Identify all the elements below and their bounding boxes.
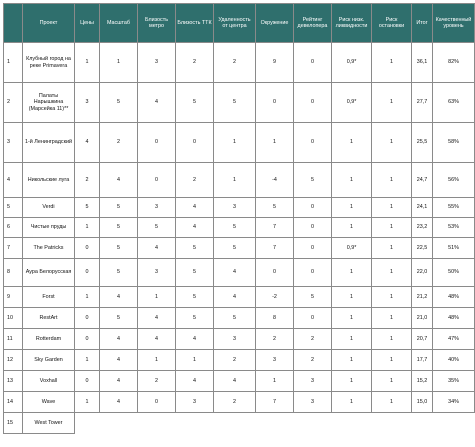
quality-cell: 40% bbox=[433, 350, 475, 371]
empty-cell bbox=[294, 413, 332, 434]
prices-cell: 1 bbox=[75, 350, 100, 371]
environment-cell: 1 bbox=[256, 123, 294, 163]
ttk-cell: 3 bbox=[176, 392, 214, 413]
project-cell: Verdi bbox=[23, 198, 75, 218]
quality-cell: 51% bbox=[433, 238, 475, 259]
table-body bbox=[4, 43, 475, 434]
index-cell: 6 bbox=[4, 218, 23, 238]
project-cell: Rotterdam bbox=[23, 329, 75, 350]
index-cell: 7 bbox=[4, 238, 23, 259]
center-cell: 2 bbox=[214, 392, 256, 413]
center-cell: 5 bbox=[214, 83, 256, 123]
metro-cell: 1 bbox=[138, 350, 176, 371]
environment-cell: 0 bbox=[256, 259, 294, 287]
stop-risk-cell: 1 bbox=[372, 198, 412, 218]
metro-cell: 0 bbox=[138, 123, 176, 163]
developer-cell: 5 bbox=[294, 287, 332, 308]
liquidity-risk-cell: 1 bbox=[332, 350, 372, 371]
table-row bbox=[4, 83, 475, 123]
table-row bbox=[4, 259, 475, 287]
stop-risk-cell: 1 bbox=[372, 238, 412, 259]
total-cell: 36,1 bbox=[412, 43, 433, 83]
metro-cell: 0 bbox=[138, 392, 176, 413]
stop-risk-cell: 1 bbox=[372, 371, 412, 392]
ttk-cell: 2 bbox=[176, 163, 214, 198]
developer-cell: 0 bbox=[294, 198, 332, 218]
column-header-index bbox=[4, 4, 23, 43]
index-cell: 9 bbox=[4, 287, 23, 308]
column-header-center: Удаленность от центра bbox=[214, 4, 256, 43]
quality-cell: 58% bbox=[433, 123, 475, 163]
metro-cell: 3 bbox=[138, 198, 176, 218]
total-cell: 15,0 bbox=[412, 392, 433, 413]
scale-cell: 4 bbox=[100, 287, 138, 308]
metro-cell: 2 bbox=[138, 371, 176, 392]
ttk-cell: 4 bbox=[176, 329, 214, 350]
scale-cell: 4 bbox=[100, 350, 138, 371]
liquidity-risk-cell: 1 bbox=[332, 123, 372, 163]
stop-risk-cell: 1 bbox=[372, 392, 412, 413]
table-row bbox=[4, 123, 475, 163]
total-cell: 24,1 bbox=[412, 198, 433, 218]
column-header-ttk: Близость ТТК bbox=[176, 4, 214, 43]
prices-cell: 1 bbox=[75, 392, 100, 413]
scale-cell: 5 bbox=[100, 238, 138, 259]
total-cell: 17,7 bbox=[412, 350, 433, 371]
scale-cell: 2 bbox=[100, 123, 138, 163]
prices-cell: 1 bbox=[75, 287, 100, 308]
table-row bbox=[4, 198, 475, 218]
index-cell: 3 bbox=[4, 123, 23, 163]
quality-cell: 35% bbox=[433, 371, 475, 392]
center-cell: 4 bbox=[214, 259, 256, 287]
empty-cell bbox=[332, 413, 372, 434]
liquidity-risk-cell: 1 bbox=[332, 392, 372, 413]
prices-cell: 1 bbox=[75, 218, 100, 238]
total-cell: 15,2 bbox=[412, 371, 433, 392]
index-cell: 14 bbox=[4, 392, 23, 413]
total-cell: 21,0 bbox=[412, 308, 433, 329]
quality-cell: 82% bbox=[433, 43, 475, 83]
total-cell: 27,7 bbox=[412, 83, 433, 123]
total-cell: 24,7 bbox=[412, 163, 433, 198]
empty-cell bbox=[100, 413, 138, 434]
ttk-cell: 5 bbox=[176, 83, 214, 123]
prices-cell: 0 bbox=[75, 371, 100, 392]
liquidity-risk-cell: 1 bbox=[332, 218, 372, 238]
environment-cell: -2 bbox=[256, 287, 294, 308]
prices-cell: 5 bbox=[75, 198, 100, 218]
center-cell: 2 bbox=[214, 43, 256, 83]
prices-cell: 3 bbox=[75, 83, 100, 123]
developer-cell: 3 bbox=[294, 392, 332, 413]
environment-cell: -4 bbox=[256, 163, 294, 198]
project-cell: Voxhall bbox=[23, 371, 75, 392]
center-cell: 2 bbox=[214, 350, 256, 371]
scale-cell: 5 bbox=[100, 83, 138, 123]
project-cell: Палаты Нарышкина (Марсейка 11)** bbox=[23, 83, 75, 123]
index-cell: 5 bbox=[4, 198, 23, 218]
stop-risk-cell: 1 bbox=[372, 329, 412, 350]
prices-cell: 1 bbox=[75, 43, 100, 83]
stop-risk-cell: 1 bbox=[372, 350, 412, 371]
developer-cell: 0 bbox=[294, 123, 332, 163]
index-cell: 2 bbox=[4, 83, 23, 123]
prices-cell: 0 bbox=[75, 329, 100, 350]
project-cell: 1-й Ленинградский bbox=[23, 123, 75, 163]
ttk-cell: 5 bbox=[176, 308, 214, 329]
index-cell: 4 bbox=[4, 163, 23, 198]
liquidity-risk-cell: 1 bbox=[332, 287, 372, 308]
scale-cell: 4 bbox=[100, 371, 138, 392]
environment-cell: 7 bbox=[256, 238, 294, 259]
index-cell: 10 bbox=[4, 308, 23, 329]
project-cell: Wave bbox=[23, 392, 75, 413]
quality-cell: 48% bbox=[433, 308, 475, 329]
center-cell: 5 bbox=[214, 218, 256, 238]
metro-cell: 4 bbox=[138, 308, 176, 329]
environment-cell: 5 bbox=[256, 198, 294, 218]
center-cell: 4 bbox=[214, 371, 256, 392]
total-cell: 22,0 bbox=[412, 259, 433, 287]
liquidity-risk-cell: 1 bbox=[332, 371, 372, 392]
ttk-cell: 5 bbox=[176, 238, 214, 259]
total-cell: 22,5 bbox=[412, 238, 433, 259]
prices-cell: 4 bbox=[75, 123, 100, 163]
project-cell: Клубный город на реке Primavera bbox=[23, 43, 75, 83]
developer-cell: 0 bbox=[294, 308, 332, 329]
developer-cell: 5 bbox=[294, 163, 332, 198]
developer-cell: 3 bbox=[294, 371, 332, 392]
developer-cell: 2 bbox=[294, 350, 332, 371]
stop-risk-cell: 1 bbox=[372, 259, 412, 287]
scale-cell: 5 bbox=[100, 259, 138, 287]
empty-cell bbox=[75, 413, 100, 434]
ttk-cell: 2 bbox=[176, 43, 214, 83]
developer-cell: 0 bbox=[294, 83, 332, 123]
table-row bbox=[4, 287, 475, 308]
liquidity-risk-cell: 1 bbox=[332, 329, 372, 350]
scale-cell: 5 bbox=[100, 218, 138, 238]
center-cell: 3 bbox=[214, 329, 256, 350]
center-cell: 5 bbox=[214, 238, 256, 259]
column-header-quality: Качественный уровень bbox=[433, 4, 475, 43]
project-cell: The Patricks bbox=[23, 238, 75, 259]
table-row bbox=[4, 350, 475, 371]
column-header-total: Итог bbox=[412, 4, 433, 43]
quality-cell: 63% bbox=[433, 83, 475, 123]
empty-cell bbox=[176, 413, 214, 434]
quality-cell: 34% bbox=[433, 392, 475, 413]
liquidity-risk-cell: 1 bbox=[332, 259, 372, 287]
table-row bbox=[4, 163, 475, 198]
ttk-cell: 5 bbox=[176, 287, 214, 308]
total-cell: 23,2 bbox=[412, 218, 433, 238]
table-row bbox=[4, 218, 475, 238]
center-cell: 1 bbox=[214, 123, 256, 163]
metro-cell: 4 bbox=[138, 329, 176, 350]
index-cell: 1 bbox=[4, 43, 23, 83]
center-cell: 4 bbox=[214, 287, 256, 308]
liquidity-risk-cell: 1 bbox=[332, 198, 372, 218]
liquidity-risk-cell: 0,9* bbox=[332, 83, 372, 123]
developer-cell: 0 bbox=[294, 259, 332, 287]
project-cell: Аура Белорусская bbox=[23, 259, 75, 287]
project-cell: Forst bbox=[23, 287, 75, 308]
column-header-liquidity-risk: Риск низк. ликвидности bbox=[332, 4, 372, 43]
environment-cell: 3 bbox=[256, 350, 294, 371]
empty-cell bbox=[433, 413, 475, 434]
stop-risk-cell: 1 bbox=[372, 123, 412, 163]
developer-cell: 2 bbox=[294, 329, 332, 350]
metro-cell: 0 bbox=[138, 163, 176, 198]
project-cell: RestArt bbox=[23, 308, 75, 329]
ttk-cell: 0 bbox=[176, 123, 214, 163]
scale-cell: 5 bbox=[100, 198, 138, 218]
stop-risk-cell: 1 bbox=[372, 163, 412, 198]
prices-cell: 0 bbox=[75, 259, 100, 287]
ttk-cell: 4 bbox=[176, 371, 214, 392]
developer-cell: 0 bbox=[294, 43, 332, 83]
environment-cell: 2 bbox=[256, 329, 294, 350]
developer-cell: 0 bbox=[294, 218, 332, 238]
index-cell: 13 bbox=[4, 371, 23, 392]
environment-cell: 7 bbox=[256, 392, 294, 413]
header-row bbox=[4, 4, 475, 43]
metro-cell: 3 bbox=[138, 43, 176, 83]
index-cell: 12 bbox=[4, 350, 23, 371]
column-header-stop-risk: Риск остановки bbox=[372, 4, 412, 43]
column-header-prices: Цены bbox=[75, 4, 100, 43]
empty-cell bbox=[372, 413, 412, 434]
column-header-metro: Близость метро bbox=[138, 4, 176, 43]
metro-cell: 3 bbox=[138, 259, 176, 287]
stop-risk-cell: 1 bbox=[372, 43, 412, 83]
quality-cell: 48% bbox=[433, 287, 475, 308]
ranking-table bbox=[3, 3, 475, 434]
ttk-cell: 5 bbox=[176, 259, 214, 287]
developer-cell: 0 bbox=[294, 238, 332, 259]
scale-cell: 4 bbox=[100, 329, 138, 350]
ttk-cell: 4 bbox=[176, 218, 214, 238]
stop-risk-cell: 1 bbox=[372, 308, 412, 329]
ttk-cell: 1 bbox=[176, 350, 214, 371]
total-cell: 20,7 bbox=[412, 329, 433, 350]
quality-cell: 55% bbox=[433, 198, 475, 218]
index-cell: 8 bbox=[4, 259, 23, 287]
environment-cell: 8 bbox=[256, 308, 294, 329]
table-row bbox=[4, 392, 475, 413]
project-cell: Никольские луга bbox=[23, 163, 75, 198]
table-row bbox=[4, 413, 475, 434]
ttk-cell: 4 bbox=[176, 198, 214, 218]
total-cell: 21,2 bbox=[412, 287, 433, 308]
liquidity-risk-cell: 1 bbox=[332, 163, 372, 198]
center-cell: 3 bbox=[214, 198, 256, 218]
empty-cell bbox=[138, 413, 176, 434]
stop-risk-cell: 1 bbox=[372, 83, 412, 123]
stop-risk-cell: 1 bbox=[372, 218, 412, 238]
prices-cell: 0 bbox=[75, 238, 100, 259]
environment-cell: 7 bbox=[256, 218, 294, 238]
table-row bbox=[4, 371, 475, 392]
empty-cell bbox=[256, 413, 294, 434]
liquidity-risk-cell: 1 bbox=[332, 308, 372, 329]
environment-cell: 9 bbox=[256, 43, 294, 83]
center-cell: 1 bbox=[214, 163, 256, 198]
column-header-developer: Рейтинг девелопера bbox=[294, 4, 332, 43]
environment-cell: 0 bbox=[256, 83, 294, 123]
quality-cell: 47% bbox=[433, 329, 475, 350]
index-cell: 11 bbox=[4, 329, 23, 350]
stop-risk-cell: 1 bbox=[372, 287, 412, 308]
scale-cell: 5 bbox=[100, 308, 138, 329]
table-row bbox=[4, 329, 475, 350]
liquidity-risk-cell: 0,9* bbox=[332, 43, 372, 83]
metro-cell: 5 bbox=[138, 218, 176, 238]
prices-cell: 2 bbox=[75, 163, 100, 198]
scale-cell: 4 bbox=[100, 163, 138, 198]
metro-cell: 1 bbox=[138, 287, 176, 308]
project-cell: West Tower bbox=[23, 413, 75, 434]
scale-cell: 4 bbox=[100, 392, 138, 413]
quality-cell: 53% bbox=[433, 218, 475, 238]
environment-cell: 1 bbox=[256, 371, 294, 392]
project-cell: Sky Garden bbox=[23, 350, 75, 371]
prices-cell: 0 bbox=[75, 308, 100, 329]
table-header bbox=[4, 4, 475, 43]
quality-cell: 56% bbox=[433, 163, 475, 198]
empty-cell bbox=[214, 413, 256, 434]
column-header-environment: Окружение bbox=[256, 4, 294, 43]
center-cell: 5 bbox=[214, 308, 256, 329]
quality-cell: 50% bbox=[433, 259, 475, 287]
project-cell: Чистые пруды bbox=[23, 218, 75, 238]
column-header-scale: Масштаб bbox=[100, 4, 138, 43]
metro-cell: 4 bbox=[138, 83, 176, 123]
liquidity-risk-cell: 0,9* bbox=[332, 238, 372, 259]
table-row bbox=[4, 43, 475, 83]
table-row bbox=[4, 308, 475, 329]
total-cell: 25,5 bbox=[412, 123, 433, 163]
column-header-project: Проект bbox=[23, 4, 75, 43]
table-row bbox=[4, 238, 475, 259]
metro-cell: 4 bbox=[138, 238, 176, 259]
scale-cell: 1 bbox=[100, 43, 138, 83]
empty-cell bbox=[412, 413, 433, 434]
index-cell: 15 bbox=[4, 413, 23, 434]
